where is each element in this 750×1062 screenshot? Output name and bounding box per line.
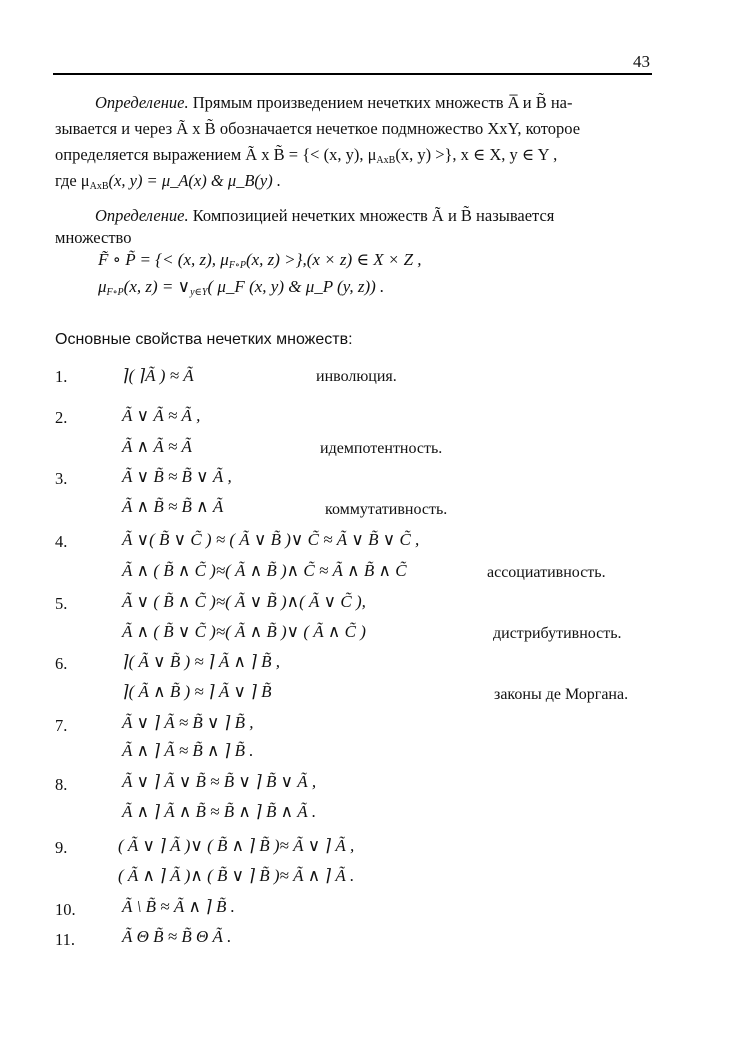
def1-sub-3: AxB xyxy=(376,155,396,166)
properties-heading: Основные свойства нечетких множеств: xyxy=(55,331,353,348)
prop-6-formula-2: ⌉( Ã ∧ B̃ ) ≈ ⌉ Ã ∨ ⌉ B̃ xyxy=(122,682,272,701)
prop-7-number: 7. xyxy=(55,716,68,735)
def2-f2-end: ( μ_F (x, y) & μ_P (y, z)) . xyxy=(207,277,385,296)
def1-line1 xyxy=(55,90,572,115)
prop-7-formula-2: Ã ∧ ⌉ Ã ≈ B̃ ∧ ⌉ B̃ . xyxy=(122,741,254,760)
prop-4-formula-2: Ã ∧ ( B̃ ∧ C̃ )≈( Ã ∧ B̃ )∧ C̃ ≈ Ã ∧ B̃ ∧ C̃ xyxy=(122,561,407,580)
prop-5-label: дистрибутивность. xyxy=(493,625,622,642)
prop-3-number: 3. xyxy=(55,469,68,488)
def1-text-3-end: (x, y) >}, x ∈ X, y ∈ Y , xyxy=(395,145,558,164)
prop-2-label: идемпотентность. xyxy=(320,440,443,457)
def1-text-4-end: (x, y) = μ_A(x) & μ_B(y) . xyxy=(108,171,281,190)
def2-f2-sub: F∘P xyxy=(106,287,124,298)
prop-4-label: ассоциативность. xyxy=(487,564,606,581)
page-number: 43 xyxy=(633,52,650,71)
prop-11-formula-1: Ã Θ B̃ ≈ B̃ Θ Ã . xyxy=(122,927,232,946)
prop-9-formula-2: ( Ã ∧ ⌉ Ã )∧ ( B̃ ∨ ⌉ B̃ )≈ Ã ∧ ⌉ Ã . xyxy=(118,866,355,885)
def2-f2-under: y∈Y xyxy=(190,287,208,298)
prop-8-formula-1: Ã ∨ ⌉ Ã ∨ B̃ ≈ B̃ ∨ ⌉ B̃ ∨ Ã , xyxy=(122,772,317,791)
def2-f1-end: (x, z) >},(x × z) ∈ X × Z , xyxy=(245,250,422,269)
header-rule xyxy=(53,73,652,75)
def1-line4 xyxy=(55,168,281,199)
prop-7-formula-1: Ã ∨ ⌉ Ã ≈ B̃ ∨ ⌉ B̃ , xyxy=(122,713,254,732)
prop-10-number: 10. xyxy=(55,900,76,919)
def2-text-1: Композицией нечетких множеств Ã и B̃ называется xyxy=(192,206,555,225)
def2-f1-sub: F∘P xyxy=(228,260,246,271)
def2-f1-text: F̃ ∘ P̃ = {< (x, z), μ xyxy=(98,250,229,269)
prop-11-number: 11. xyxy=(55,930,76,949)
prop-6-formula-1: ⌉( Ã ∨ B̃ ) ≈ ⌉ Ã ∧ ⌉ B̃ , xyxy=(122,652,280,671)
def1-sub-4: AxB xyxy=(89,181,109,192)
prop-5-number: 5. xyxy=(55,594,68,613)
prop-3-label: коммутативность. xyxy=(325,501,448,518)
prop-4-number: 4. xyxy=(55,532,68,551)
def2-term: Определение. xyxy=(95,206,189,225)
prop-1-formula-1: ⌉( ⌉Ã ) ≈ Ã xyxy=(122,366,194,385)
def2-formula2 xyxy=(98,277,384,298)
def1-term: Определение. xyxy=(95,93,189,112)
prop-8-formula-2: Ã ∧ ⌉ Ã ∧ B̃ ≈ B̃ ∧ ⌉ B̃ ∧ Ã . xyxy=(122,802,317,821)
prop-2-formula-2: Ã ∧ Ã ≈ Ã xyxy=(122,437,192,456)
prop-10-formula-1: Ã \ B̃ ≈ Ã ∧ ⌉ B̃ . xyxy=(122,897,235,916)
prop-8-number: 8. xyxy=(55,775,68,794)
def2-f2-mid: (x, z) = ∨ xyxy=(123,277,191,296)
prop-2-number: 2. xyxy=(55,408,68,427)
prop-1-number: 1. xyxy=(55,367,68,386)
def2-f2-text: μ xyxy=(98,277,107,296)
prop-5-formula-2: Ã ∧ ( B̃ ∨ C̃ )≈( Ã ∧ B̃ )∨ ( Ã ∧ C̃ ) xyxy=(122,622,366,641)
prop-9-formula-1: ( Ã ∨ ⌉ Ã )∨ ( B̃ ∧ ⌉ B̃ )≈ Ã ∨ ⌉ Ã , xyxy=(118,836,355,855)
prop-2-formula-1: Ã ∨ Ã ≈ Ã , xyxy=(122,406,201,425)
prop-6-number: 6. xyxy=(55,654,68,673)
prop-1-label: инволюция. xyxy=(316,368,397,385)
def1-text-1: Прямым произведением нечетких множеств A̅ и B̃ на- xyxy=(192,93,573,112)
prop-3-formula-1: Ã ∨ B̃ ≈ B̃ ∨ Ã , xyxy=(122,467,232,486)
def2-formula1 xyxy=(98,250,422,271)
def1-text-4: где μ xyxy=(55,171,90,190)
prop-5-formula-1: Ã ∨ ( B̃ ∧ C̃ )≈( Ã ∨ B̃ )∧( Ã ∨ C̃ ), xyxy=(122,592,366,611)
def2-line2: множество xyxy=(55,228,132,247)
prop-9-number: 9. xyxy=(55,838,68,857)
prop-4-formula-1: Ã ∨( B̃ ∨ C̃ ) ≈ ( Ã ∨ B̃ )∨ C̃ ≈ Ã ∨ B̃ ∨ C̃ , xyxy=(122,530,420,549)
def1-line2: зывается и через Ã x B̃ обозначается нечеткое подмножество XxY, которое xyxy=(55,119,581,138)
prop-3-formula-2: Ã ∧ B̃ ≈ B̃ ∧ Ã xyxy=(122,497,224,516)
prop-6-label: законы де Моргана. xyxy=(494,686,629,703)
def1-text-3: определяется выражением Ã x B̃ = {< (x, y), μ xyxy=(55,145,377,164)
